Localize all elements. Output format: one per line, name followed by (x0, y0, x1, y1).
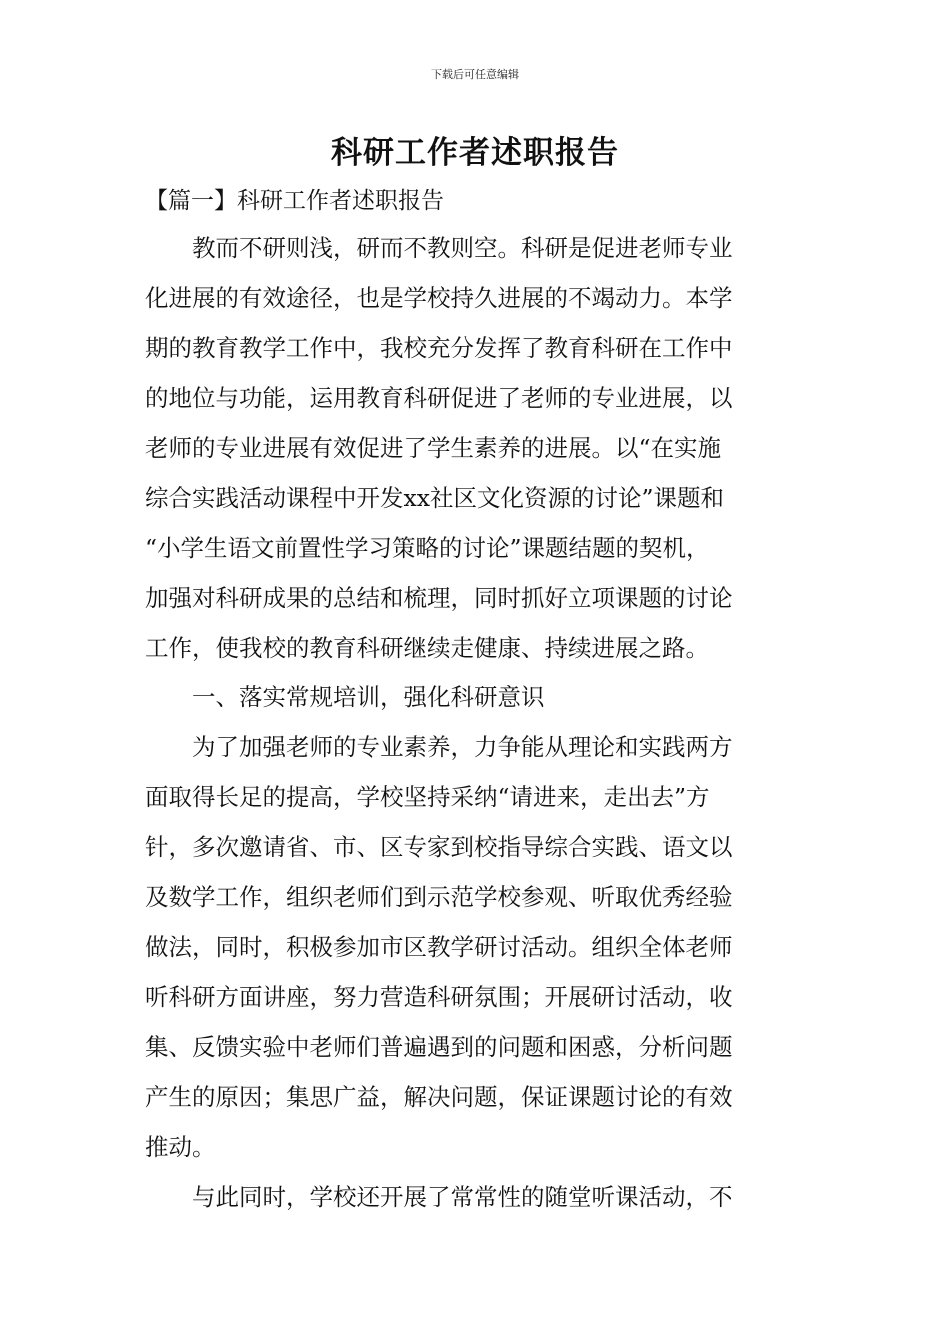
paragraph-line: 期的教育教学工作中，我校充分发挥了教育科研在工作中 (145, 334, 733, 362)
paragraph-line: “小学生语文前置性学习策略的讨论”课题结题的契机， (145, 534, 710, 562)
paragraph-line: 的地位与功能，运用教育科研促进了老师的专业进展，以 (145, 384, 733, 412)
paragraph-line: 与此同时，学校还开展了常常性的随堂听课活动，不 (145, 1183, 733, 1211)
paragraph-line: 听科研方面讲座，努力营造科研氛围；开展研讨活动，收 (145, 983, 733, 1011)
paragraph-line: 老师的专业进展有效促进了学生素养的进展。以“在实施 (145, 434, 722, 462)
paragraph-line: 为了加强老师的专业素养，力争能从理论和实践两方 (145, 733, 733, 761)
paragraph-line: 推动。 (145, 1133, 216, 1161)
paragraph-line: 加强对科研成果的总结和梳理，同时抓好立项课题的讨论 (145, 584, 733, 612)
section-heading: 【篇一】科研工作者述职报告 (145, 188, 444, 214)
subsection-heading: 一、落实常规培训，强化科研意识 (145, 683, 545, 711)
document-title: 科研工作者述职报告 (331, 135, 619, 171)
paragraph-line: 针，多次邀请省、市、区专家到校指导综合实践、语文以 (145, 833, 733, 861)
header-note: 下载后可任意编辑 (431, 68, 519, 81)
paragraph-line: 工作，使我校的教育科研继续走健康、持续进展之路。 (145, 634, 709, 662)
paragraph-line: 做法，同时，积极参加市区教学研讨活动。组织全体老师 (145, 933, 733, 961)
paragraph-line: 化进展的有效途径，也是学校持久进展的不竭动力。本学 (145, 284, 733, 312)
paragraph-line: 及数学工作，组织老师们到示范学校参观、听取优秀经验 (145, 883, 733, 911)
paragraph-line: 面取得长足的提高，学校坚持采纳“请进来，走出去”方 (145, 783, 710, 811)
paragraph-line: 综合实践活动课程中开发xx社区文化资源的讨论”课题和 (145, 484, 725, 512)
paragraph-line: 集、反馈实验中老师们普遍遇到的问题和困惑，分析问题 (145, 1033, 733, 1061)
paragraph-line: 教而不研则浅，研而不教则空。科研是促进老师专业 (145, 234, 733, 262)
paragraph-line: 产生的原因；集思广益，解决问题，保证课题讨论的有效 (145, 1083, 733, 1111)
